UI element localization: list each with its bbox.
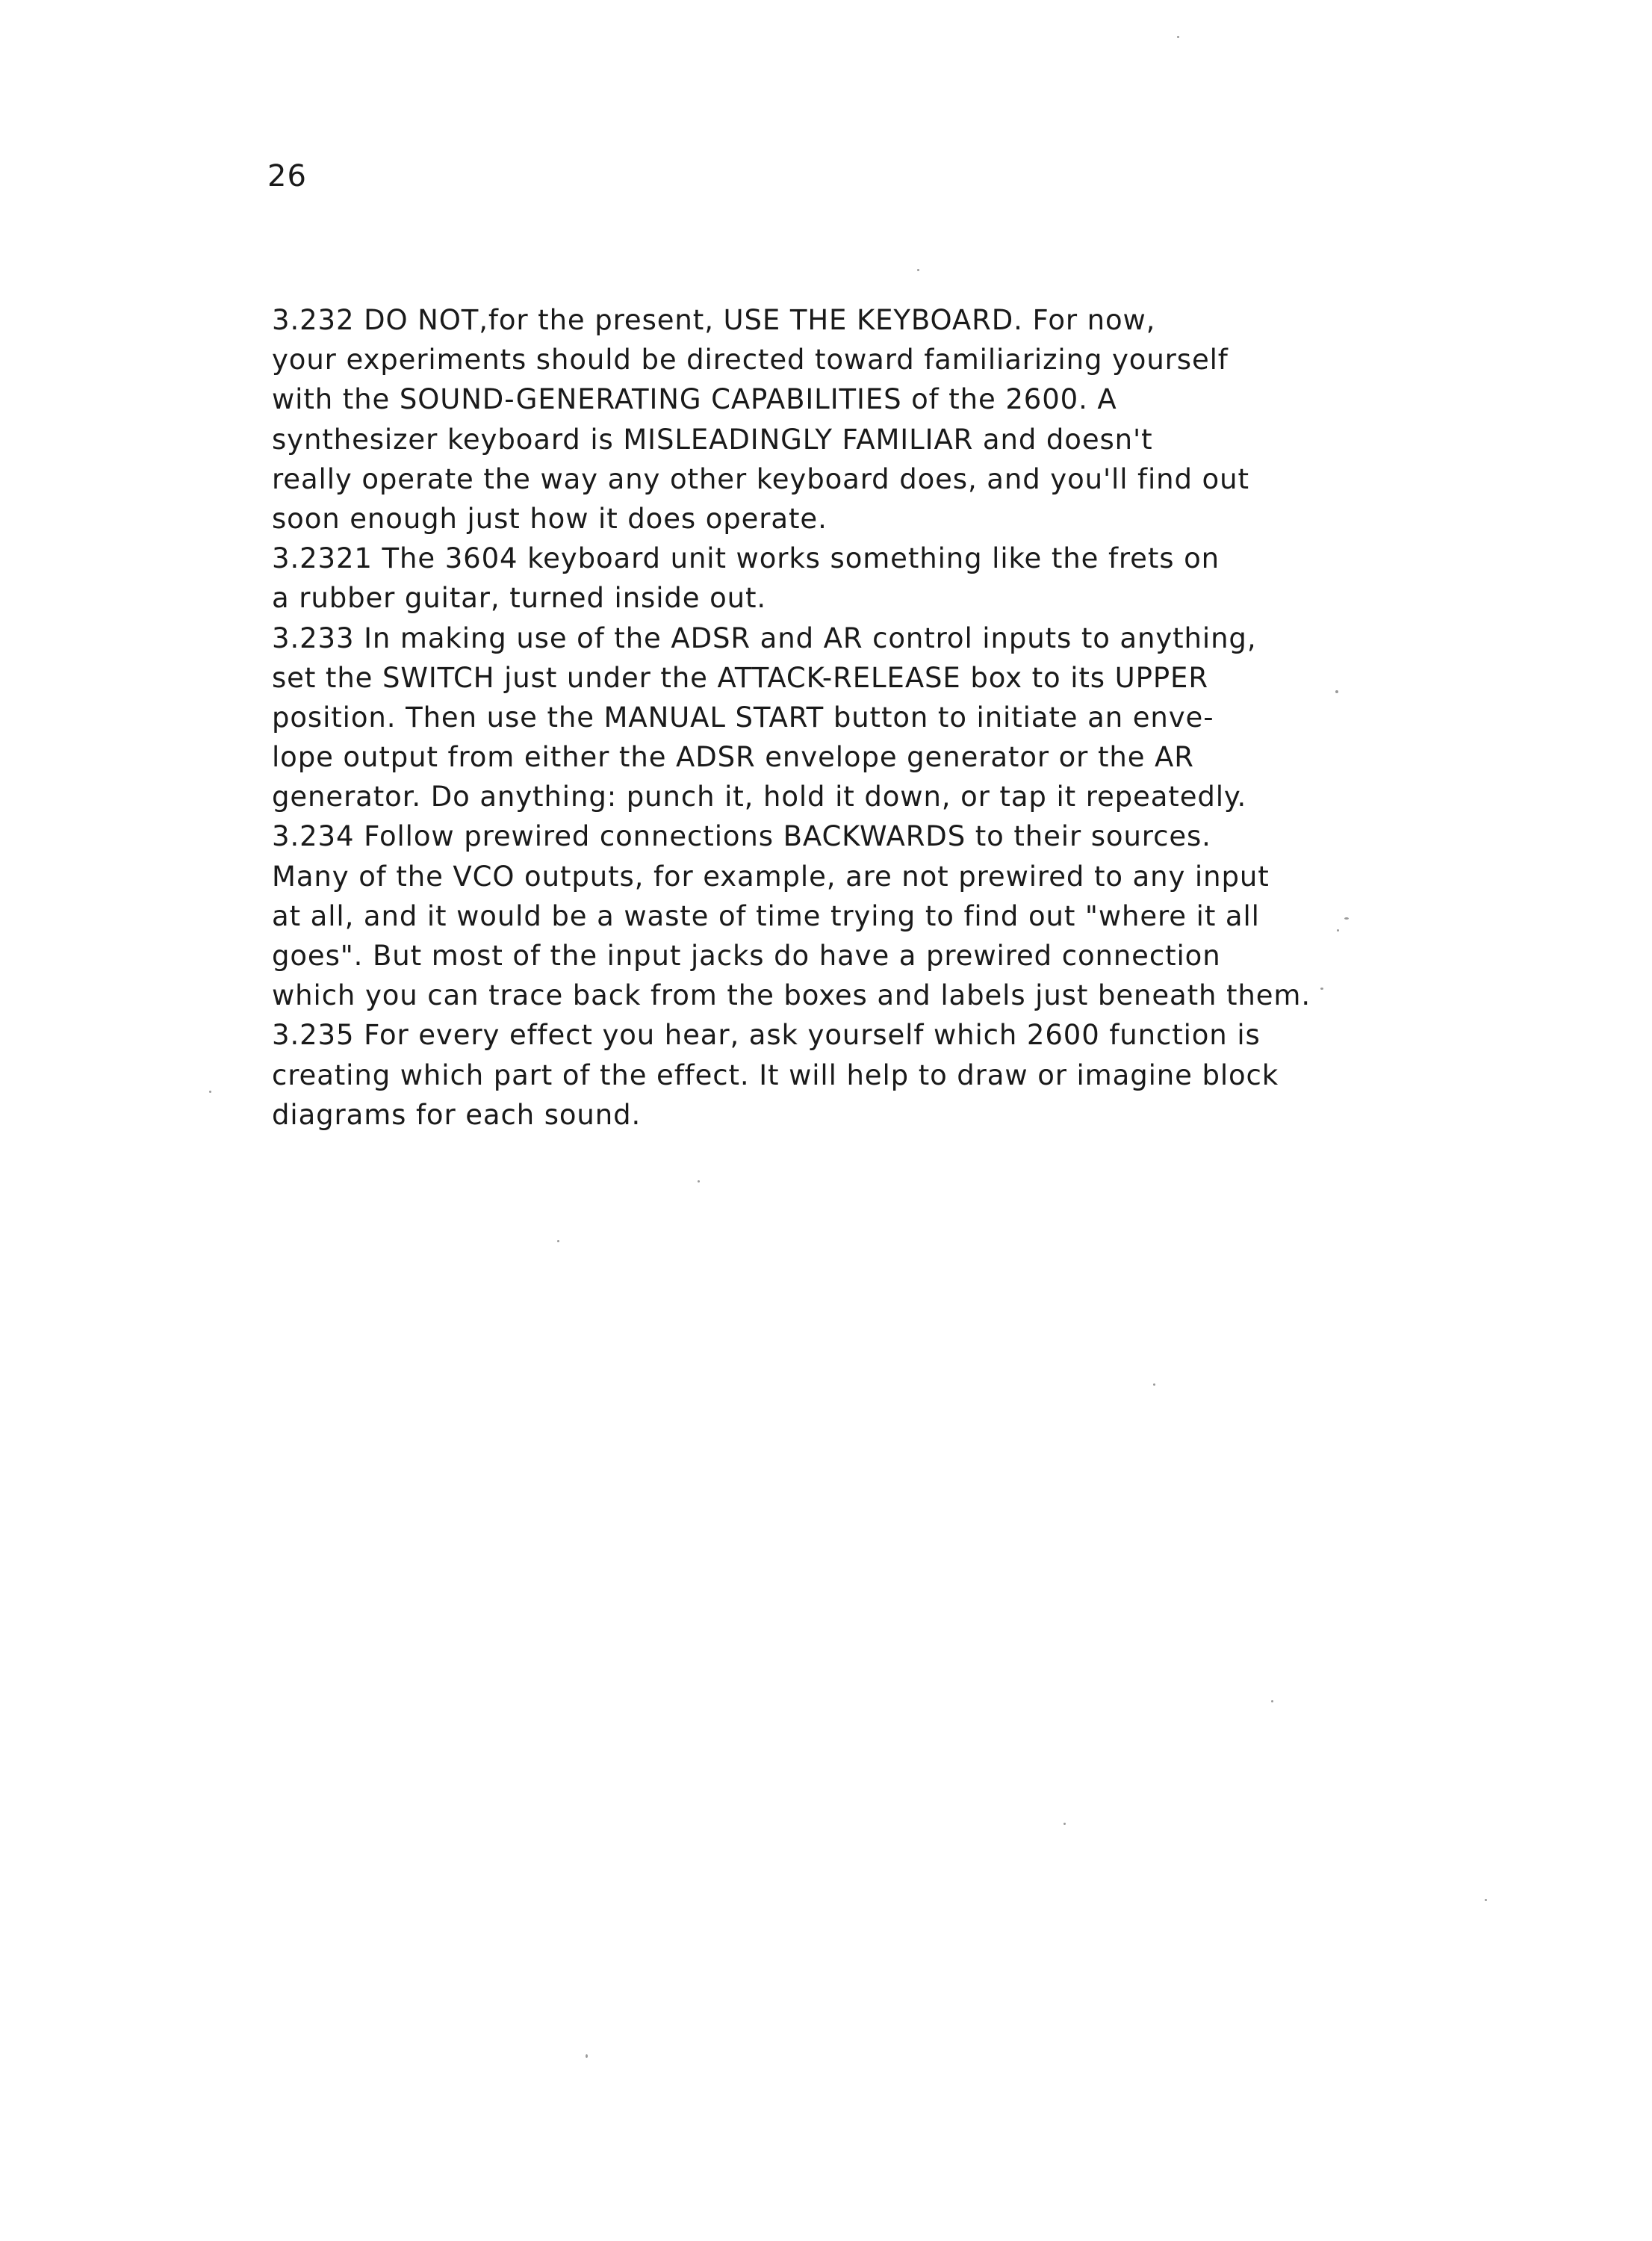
text-line: at all, and it would be a waste of time trying to find out "where it all xyxy=(272,899,1260,932)
text-line: which you can trace back from the boxes and labels just beneath them. xyxy=(272,979,1311,1012)
scan-speck xyxy=(1485,1899,1487,1901)
scan-speck xyxy=(1335,690,1338,693)
text-line: really operate the way any other keyboard does, and you'll find out xyxy=(272,462,1249,495)
scan-speck xyxy=(209,1091,211,1093)
scan-speck xyxy=(698,1180,700,1183)
scan-speck xyxy=(1153,1383,1155,1386)
text-line: a rubber guitar, turned inside out. xyxy=(272,582,767,615)
scan-speck xyxy=(1337,929,1339,932)
text-line: synthesizer keyboard is MISLEADINGLY FAMILIAR and doesn't xyxy=(272,423,1153,456)
text-line: diagrams for each sound. xyxy=(272,1098,642,1131)
text-line: lope output from either the ADSR envelope generator or the AR xyxy=(272,741,1194,774)
text-line: 3.235 For every effect you hear, ask yourself which 2600 function is xyxy=(272,1019,1261,1052)
text-line: set the SWITCH just under the ATTACK-RELEASE box to its UPPER xyxy=(272,661,1208,694)
text-line: generator. Do anything: punch it, hold it down, or tap it repeatedly. xyxy=(272,781,1247,813)
scan-speck xyxy=(1177,36,1179,38)
text-line: Many of the VCO outputs, for example, are not prewired to any input xyxy=(272,860,1270,893)
scan-speck xyxy=(586,2054,588,2058)
scan-speck xyxy=(917,269,919,271)
scan-speck xyxy=(1344,917,1349,920)
text-line: soon enough just how it does operate. xyxy=(272,502,827,535)
text-line: 3.233 In making use of the ADSR and AR control inputs to anything, xyxy=(272,622,1257,654)
text-line: goes". But most of the input jacks do have a prewired connection xyxy=(272,940,1221,972)
text-line: 3.2321 The 3604 keyboard unit works something like the frets on xyxy=(272,542,1220,575)
text-line: position. Then use the MANUAL START button to initiate an enve- xyxy=(272,701,1214,734)
text-line: creating which part of the effect. It will help to draw or imagine block xyxy=(272,1058,1279,1091)
scan-speck xyxy=(1320,988,1323,990)
page-number: 26 xyxy=(267,159,307,193)
scan-speck xyxy=(1063,1823,1066,1825)
text-line: your experiments should be directed toward familiarizing yourself xyxy=(272,344,1229,376)
text-line: 3.232 DO NOT,for the present, USE THE KEYBOARD. For now, xyxy=(272,304,1156,336)
scan-speck xyxy=(557,1240,559,1242)
scan-speck xyxy=(1271,1700,1273,1702)
text-line: with the SOUND-GENERATING CAPABILITIES of the 2600. A xyxy=(272,383,1117,416)
text-line: 3.234 Follow prewired connections BACKWARDS to their sources. xyxy=(272,820,1211,853)
body-text xyxy=(272,300,1311,1135)
